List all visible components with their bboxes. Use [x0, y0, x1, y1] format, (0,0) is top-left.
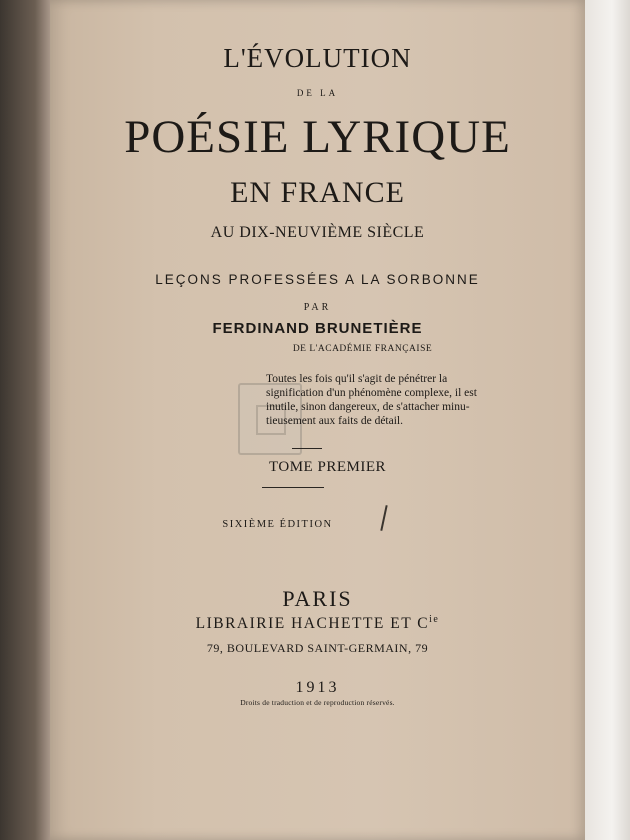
- publication-year: 1913: [295, 679, 340, 696]
- epigraph: [266, 372, 511, 428]
- subtitle: LEÇONS PROFESSÉES A LA SORBONNE: [155, 272, 480, 287]
- title-line-1: L'ÉVOLUTION: [223, 43, 412, 73]
- publisher-city: PARIS: [282, 586, 353, 611]
- volume-label: TOME PREMIER: [269, 459, 386, 475]
- publisher-address: 79, BOULEVARD SAINT-GERMAIN, 79: [206, 641, 429, 655]
- epigraph-line: tieusement aux faits de détail.: [266, 415, 403, 427]
- epigraph-line: Toutes les fois qu'il s'agit de pénétrer la: [266, 373, 448, 385]
- epigraph-line: signification d'un phénomène complexe, il est: [266, 387, 477, 399]
- book-gutter: [0, 0, 50, 840]
- author-affiliation: DE L'ACADÉMIE FRANÇAISE: [292, 344, 433, 354]
- page-edge: [585, 0, 630, 840]
- author-name: FERDINAND BRUNETIÈRE: [212, 320, 423, 337]
- divider-rule: [292, 448, 322, 449]
- title-line-2: DE LA: [296, 88, 339, 98]
- author-by: PAR: [303, 302, 332, 313]
- title-line-4: EN FRANCE: [230, 176, 405, 209]
- rights-notice: Droits de traduction et de reproduction réservés.: [240, 698, 395, 707]
- epigraph-line: inutile, sinon dangereux, de s'attacher minu-: [266, 401, 470, 413]
- main-title: POÉSIE LYRIQUE: [124, 111, 511, 163]
- divider-rule: [262, 487, 324, 488]
- publisher-name: LIBRAIRIE HACHETTE ET $C^{ie}$: [195, 614, 440, 633]
- edition-label: SIXIÈME ÉDITION: [222, 519, 333, 530]
- title-line-5: AU DIX-NEUVIÈME SIÈCLE: [210, 224, 425, 241]
